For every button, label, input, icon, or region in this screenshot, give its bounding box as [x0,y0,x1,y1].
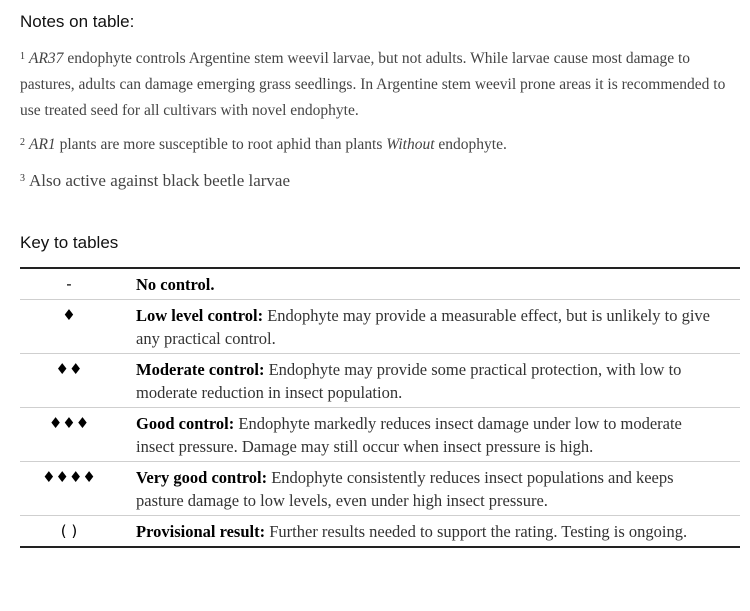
note-1 [20,46,740,124]
rating-symbol: ♦♦♦♦ [42,468,96,486]
rating-term: Moderate control: [136,360,265,379]
rating-detail: Endophyte may provide some practical protection, with low to moderate reduction in insect population. [136,360,682,402]
note-text: Also active against black beetle larvae [29,171,291,190]
rating-symbol: ♦♦ [55,360,83,378]
note-italic-term: Without [386,136,435,153]
note-italic-term: AR1 [29,136,56,153]
notes-heading: Notes on table: [20,12,135,31]
rating-description [118,466,740,512]
rating-description [118,273,740,296]
note-text: endophyte controls Argentine stem weevil larvae, but not adults. While larvae cause most damage to pastures, adults can damage emerging grass seedlings. In Argentine stem weevil prone areas it is recommended to use treated seed for all cultivars with novel endophyte. [20,50,726,119]
note-marker: 3 [20,173,25,184]
rating-description [118,304,740,350]
key-row [20,300,740,354]
note-text: endophyte. [434,136,507,153]
rating-term: Very good control: [136,468,268,487]
note-2 [20,132,740,158]
rating-detail: Endophyte may provide a measurable effect, but is unlikely to give any practical control. [136,306,710,348]
rating-symbol: ♦♦♦ [48,414,90,432]
note-text: plants are more susceptible to root aphid than plants [55,136,387,153]
rating-detail: Endophyte markedly reduces insect damage under low to moderate insect pressure. Damage may still occur when insect pressure is high. [136,414,682,456]
rating-term: No control. [136,275,215,294]
key-row [20,516,740,546]
note-italic-term: AR37 [29,50,64,67]
rating-detail: Further results needed to support the rating. Testing is ongoing. [265,522,688,541]
key-table [20,267,740,548]
note-3 [20,168,740,194]
note-marker: 1 [20,51,25,62]
rating-description [118,520,740,543]
note-marker: 2 [20,137,25,148]
rating-symbol: ♦ [62,306,76,324]
rating-term: Good control: [136,414,235,433]
rating-symbol: - [66,275,72,293]
rating-description [118,412,740,458]
rating-term: Provisional result: [136,522,266,541]
key-row [20,462,740,516]
key-row [20,354,740,408]
rating-term: Low level control: [136,306,264,325]
rating-detail: Endophyte consistently reduces insect populations and keeps pasture damage to low levels, even under high insect pressure. [136,468,674,510]
rating-description [118,358,740,404]
rating-symbol: ( ) [60,522,78,540]
key-row [20,269,740,300]
key-row [20,408,740,462]
key-heading: Key to tables [20,233,119,252]
